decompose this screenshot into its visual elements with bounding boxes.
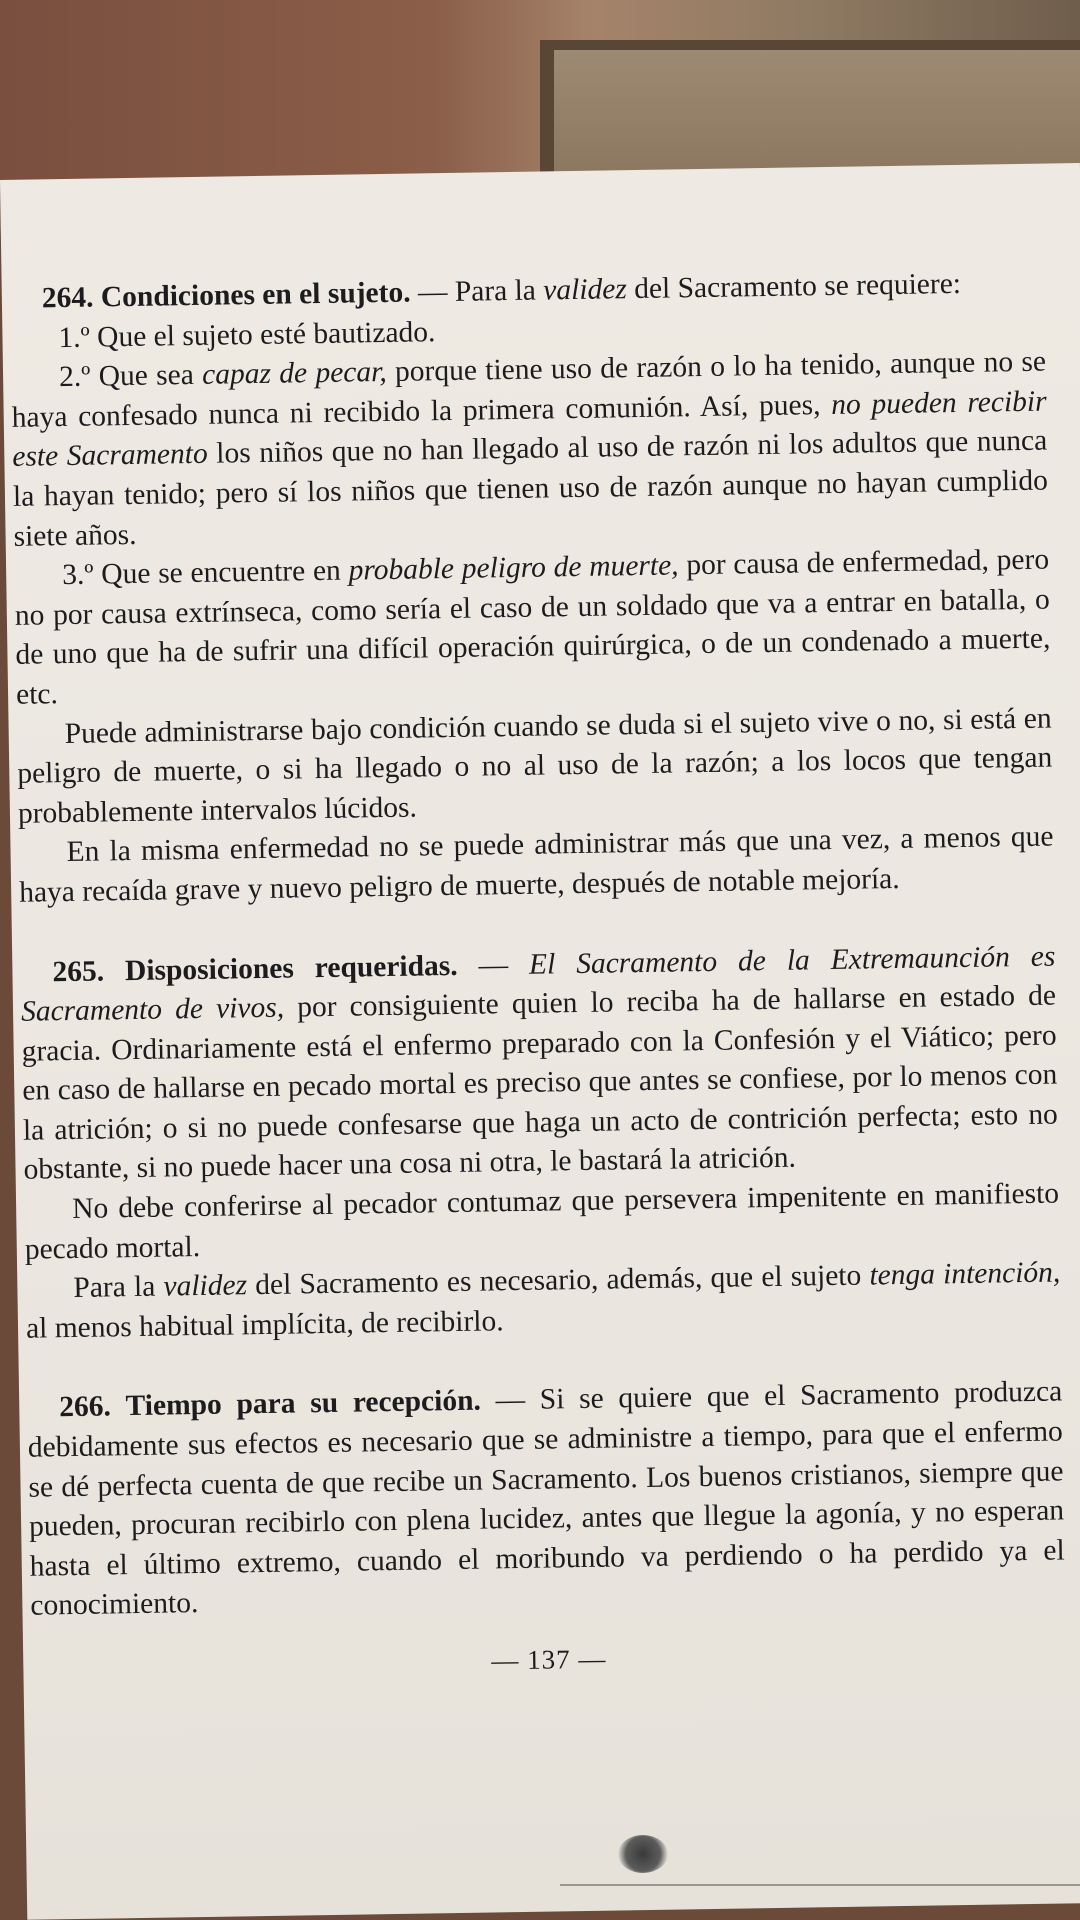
item-text: Que sea xyxy=(90,359,203,393)
item-number: 3.º xyxy=(61,558,94,592)
item-emphasis: probable peligro de muerte, xyxy=(348,549,679,587)
paragraph-text: al menos habitual implícita, de recibirlo. xyxy=(25,1305,504,1345)
page-edge-line xyxy=(560,1884,1080,1886)
lead-text: Para la xyxy=(454,274,544,308)
section-number: 265. xyxy=(52,954,105,988)
lead-text: del Sacramento se requiere: xyxy=(626,267,962,306)
item-number: 2.º xyxy=(58,360,91,394)
paragraph-text: Para la xyxy=(73,1270,164,1305)
paragraph-text: del Sacramento es necesario, además, que el sujeto xyxy=(246,1259,870,1302)
paragraph-validity xyxy=(25,1254,1061,1349)
section-title: Tiempo para su recepción. xyxy=(125,1385,482,1423)
item-text: los niños que no han llegado al uso de razón ni los adultos que nunca la hayan tenido; pero sí los niños que tienen uso de razón aunque no hayan cumplido siete años. xyxy=(12,424,1049,553)
condition-item-2 xyxy=(11,343,1049,557)
section-title: Condiciones en el sujeto. xyxy=(100,276,411,314)
item-number: 1.º xyxy=(58,321,91,354)
section-title: Disposiciones requeridas. xyxy=(124,949,458,987)
section-number: 264. xyxy=(41,281,94,315)
section-266-heading xyxy=(27,1373,1066,1627)
ink-smudge xyxy=(618,1835,668,1873)
section-number: 266. xyxy=(59,1390,112,1424)
page-number: — 137 — xyxy=(491,1643,607,1676)
paragraph-emphasis: tenga intención, xyxy=(869,1256,1061,1292)
item-text: porque tiene uso de razón o lo ha tenido, aunque no se haya confesado nunca ni recibido la primera comunión. Así, pues, xyxy=(11,345,1047,434)
dash: — xyxy=(457,948,530,982)
item-text: Que se encuentre en xyxy=(93,554,349,591)
book-page xyxy=(0,163,1080,1920)
item-emphasis: capaz de pecar, xyxy=(201,356,387,392)
paragraph: En la misma enfermedad no se puede administrar más que una vez, a menos que haya recaída grave y nuevo peligro de muerte, después de notable mejoría. xyxy=(18,820,1054,909)
paragraph: No debe conferirse al pecador contumaz que persevera impenitente en manifiesto pecado mortal. xyxy=(24,1177,1060,1266)
lead-text: por consiguiente quien lo reciba ha de hallarse en estado de gracia. Ordinariamente está el enfermo preparado con la Confesión y el Viático; pero en caso de hallarse en pecado mortal es preciso que antes se confiese, por lo menos con la atrición; o si no puede confesarse que haga un acto de contrición perfecta; esto no obstante, si no puede hacer una cosa ni otra, le bastará la atrición. xyxy=(21,979,1059,1187)
item-text: Que el sujeto esté bautizado. xyxy=(89,315,436,354)
lead-emphasis: El Sacramento de la Extremaunción es Sacramento de vivos, xyxy=(20,940,1056,1028)
section-265-heading xyxy=(20,937,1059,1191)
paragraph: Puede administrarse bajo condición cuando se duda si el sujeto vive o no, si está en peligro de muerte, o si ha llegado o no al uso de la razón; a los locos que tengan probablemente intervalos lúcidos. xyxy=(17,702,1053,830)
lead-text: Si se quiere que el Sacramento produzca debidamente sus efectos es necesario que se administre a tiempo, para que el enfermo se dé perfecta cuenta de que recibe un Sacramento. Los buenos cristianos, siempre que pueden, procuran recibirlo con plena lucidez, antes que llegue la agonía, y no esperan hasta el último extremo, cuando el moribundo va perdiendo o ha perdido ya el conocimiento. xyxy=(27,1375,1065,1623)
paragraph-emphasis: validez xyxy=(163,1269,248,1303)
item-text: por causa de enfermedad, pero no por causa extrínseca, como sería el caso de un soldado que va a entrar en batalla, o de uno que ha de sufrir una difícil operación quirúrgica, o de un condenado a muerte, etc. xyxy=(14,543,1051,711)
dash: — xyxy=(480,1384,541,1418)
page-text xyxy=(10,264,1067,1689)
lead-emphasis: validez xyxy=(543,273,628,307)
condition-item-3 xyxy=(14,541,1051,716)
dash: — xyxy=(410,275,456,309)
item-emphasis: no pueden recibir este Sacramento xyxy=(12,385,1047,474)
